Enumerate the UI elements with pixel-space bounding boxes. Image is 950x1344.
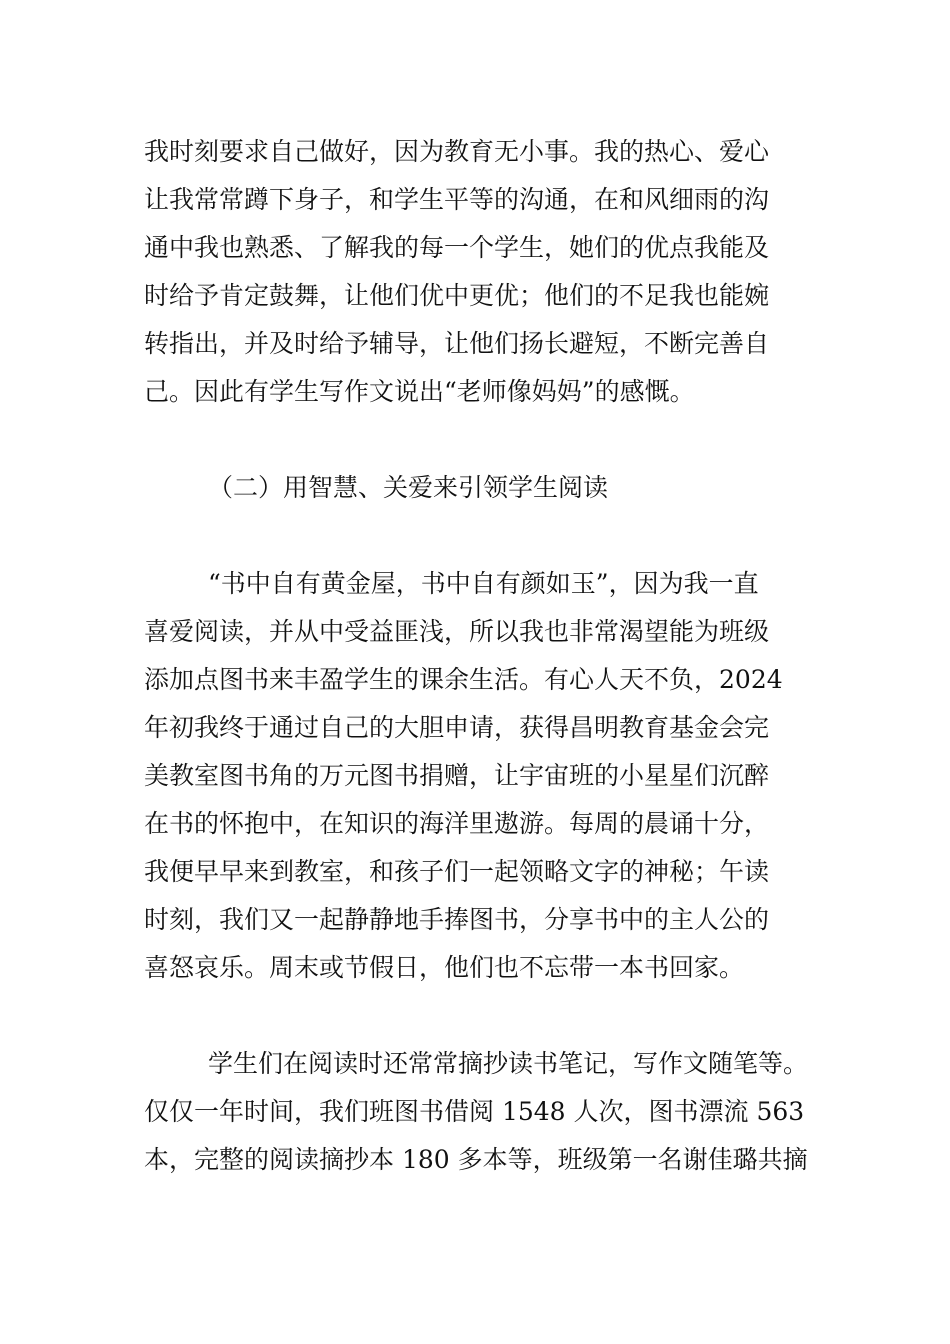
text-line: 仅仅一年时间，我们班图书借阅 1548 人次，图书漂流 563 [144, 1097, 805, 1126]
paragraph-notes [144, 1040, 814, 1184]
text-line: 年初我终于通过自己的大胆申请，获得昌明教育基金会完 [144, 713, 770, 742]
text-line: 添加点图书来丰盈学生的课余生活。有心人天不负，2024 [144, 665, 783, 694]
text-line: 我便早早来到教室，和孩子们一起领略文字的神秘；午读 [144, 857, 770, 886]
text-line: “书中自有黄金屋，书中自有颜如玉”，因为我一直 [208, 569, 759, 598]
text-line: 让我常常蹲下身子，和学生平等的沟通，在和风细雨的沟 [144, 185, 770, 214]
paragraph-spacer [144, 992, 814, 1040]
paragraph-spacer [144, 416, 814, 464]
text-line: 在书的怀抱中，在知识的海洋里遨游。每周的晨诵十分， [144, 809, 770, 838]
text-line: 喜怒哀乐。周末或节假日，他们也不忘带一本书回家。 [144, 953, 745, 982]
paragraph-reading [144, 560, 814, 992]
text-line: 本，完整的阅读摘抄本 180 多本等，班级第一名谢佳璐共摘 [144, 1145, 808, 1174]
text-line: 美教室图书角的万元图书捐赠，让宇宙班的小星星们沉醉 [144, 761, 770, 790]
text-line: 己。因此有学生写作文说出“老师像妈妈”的感慨。 [144, 377, 695, 406]
text-line: 转指出，并及时给予辅导，让他们扬长避短，不断完善自 [144, 329, 770, 358]
paragraph-teacher-care [144, 128, 814, 416]
text-line: 通中我也熟悉、了解我的每一个学生，她们的优点我能及 [144, 233, 770, 262]
text-line: 时给予肯定鼓舞，让他们优中更优；他们的不足我也能婉 [144, 281, 770, 310]
document-body [144, 128, 814, 1184]
section-heading: （二）用智慧、关爱来引领学生阅读 [208, 473, 609, 502]
paragraph-spacer [144, 512, 814, 560]
text-line: 喜爱阅读，并从中受益匪浅，所以我也非常渴望能为班级 [144, 617, 770, 646]
text-line: 我时刻要求自己做好，因为教育无小事。我的热心、爱心 [144, 137, 770, 166]
text-line: 时刻，我们又一起静静地手捧图书，分享书中的主人公的 [144, 905, 770, 934]
text-line: 学生们在阅读时还常常摘抄读书笔记，写作文随笔等。 [208, 1049, 809, 1078]
